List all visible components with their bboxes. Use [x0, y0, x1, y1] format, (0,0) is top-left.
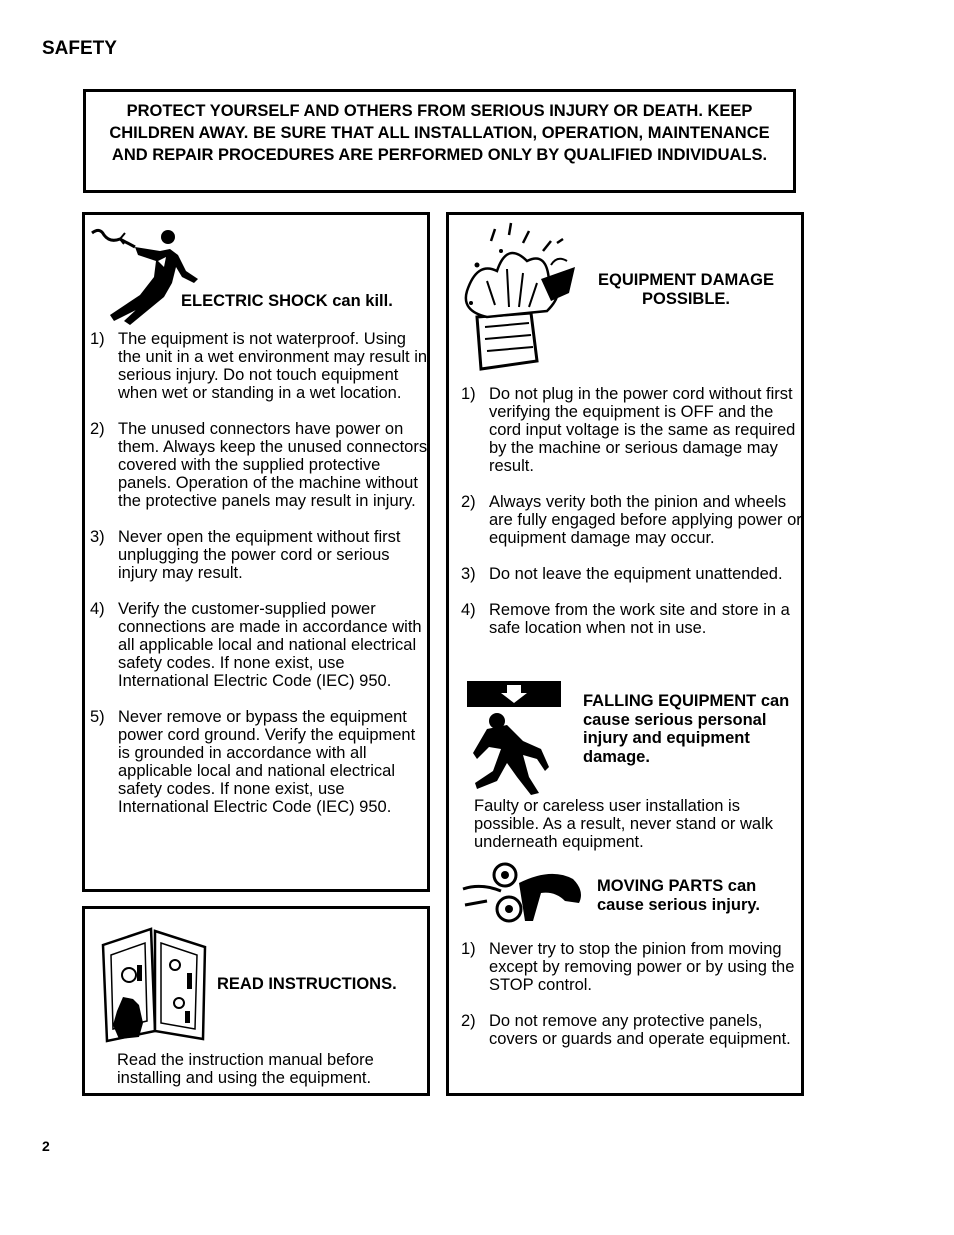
- item-text: Never remove or bypass the equipment power cord ground. Verify the equipment is grounded in accordance with all applicable local and national electrical safety codes. If none exist, use International Electric Code (IEC) 950.: [118, 708, 416, 816]
- page-title: SAFETY: [42, 38, 117, 59]
- list-item: [88, 708, 428, 816]
- item-number: 5): [90, 708, 105, 726]
- item-number: 2): [461, 1012, 476, 1030]
- item-text: The unused connectors have power on them. Always keep the unused connectors covered with the supplied protective panels. Operation of the machine without the protective panels may result in injury.: [118, 420, 428, 510]
- falling-equipment-text: Faulty or careless user installation is possible. As a result, never stand or walk underneath equipment.: [474, 797, 773, 851]
- item-text: Never open the equipment without first unplugging the power cord or serious injury may result.: [118, 528, 401, 582]
- equipment-damage-heading: EQUIPMENT DAMAGE POSSIBLE.: [597, 271, 774, 308]
- read-instructions-text: Read the instruction manual before installing and using the equipment.: [117, 1051, 374, 1087]
- read-instructions-heading: READ INSTRUCTIONS.: [217, 975, 397, 993]
- gears-hand-icon: [461, 861, 585, 931]
- item-number: 1): [461, 385, 476, 403]
- list-item: [459, 565, 804, 583]
- falling-object-icon: [467, 681, 565, 797]
- list-item: [459, 493, 804, 547]
- list-item: [459, 940, 799, 994]
- item-number: 3): [90, 528, 105, 546]
- electric-shock-icon: [90, 225, 205, 330]
- warning-text: PROTECT YOURSELF AND OTHERS FROM SERIOUS INJURY OR DEATH. KEEP CHILDREN AWAY. BE SURE THAT ALL INSTALLATION, OPERATION, MAINTENANCE AND REPAIR PROCEDURES ARE PERFORMED ONLY BY QUALIFIED INDIVIDUALS.: [109, 102, 770, 164]
- item-number: 4): [461, 601, 476, 619]
- electric-shock-heading: ELECTRIC SHOCK can kill.: [181, 292, 393, 310]
- equipment-damage-list: [459, 385, 804, 637]
- list-item: [88, 600, 428, 690]
- item-text: Do not leave the equipment unattended.: [489, 565, 783, 583]
- list-item: [88, 420, 428, 510]
- item-text: Do not remove any protective panels, covers or guards and operate equipment.: [489, 1012, 791, 1048]
- item-text: The equipment is not waterproof. Using the unit in a wet environment may result in serious injury. Do not touch equipment when wet or standing in a wet location.: [118, 330, 428, 402]
- falling-equipment-heading: FALLING EQUIPMENT can cause serious personal injury and equipment damage.: [583, 692, 790, 766]
- item-text: Remove from the work site and store in a safe location when not in use.: [489, 601, 790, 637]
- warning-box: [83, 89, 796, 193]
- page-number: 2: [42, 1138, 50, 1154]
- item-number: 3): [461, 565, 476, 583]
- moving-parts-heading: MOVING PARTS can cause serious injury.: [597, 877, 760, 914]
- moving-parts-list: [459, 940, 799, 1048]
- item-text: Verify the customer-supplied power connections are made in accordance with all applicable local and national electrical safety codes. If none exist, use International Electric Code (IEC) 950.: [118, 600, 422, 690]
- electric-shock-list: [88, 330, 428, 816]
- item-number: 1): [90, 330, 105, 348]
- list-item: [88, 528, 428, 582]
- exploding-equipment-icon: [457, 221, 582, 371]
- item-text: Always verity both the pinion and wheels are fully engaged before applying power or equipment damage may occur.: [489, 493, 802, 547]
- list-item: [88, 330, 428, 402]
- item-number: 2): [90, 420, 105, 438]
- list-item: [459, 1012, 799, 1048]
- item-number: 2): [461, 493, 476, 511]
- equipment-safety-panel: [446, 212, 804, 1096]
- electric-shock-panel: [82, 212, 430, 892]
- item-text: Never try to stop the pinion from moving except by removing power or by using the STOP control.: [489, 940, 795, 994]
- list-item: [459, 385, 804, 475]
- manual-icon: [99, 925, 209, 1043]
- item-text: Do not plug in the power cord without first verifying the equipment is OFF and the cord input voltage is the same as required by the machine or serious damage may result.: [489, 385, 796, 475]
- item-number: 4): [90, 600, 105, 618]
- item-number: 1): [461, 940, 476, 958]
- read-instructions-panel: [82, 906, 430, 1096]
- list-item: [459, 601, 804, 637]
